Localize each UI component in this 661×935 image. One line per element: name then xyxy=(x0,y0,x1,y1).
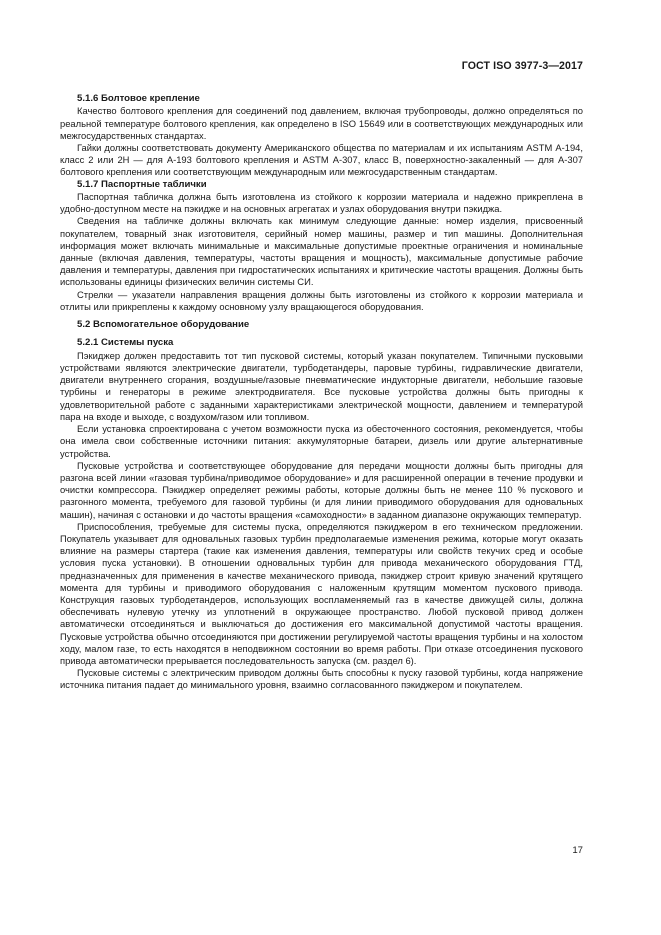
document-header: ГОСТ ISO 3977-3—2017 xyxy=(461,60,583,72)
paragraph: Паспортная табличка должна быть изготовлена из стойкого к коррозии материала и надежно прикреплена в удобно-доступном месте на пэкидже и на основных агрегатах и узлах оборудования внутри пэкиджа. xyxy=(60,191,583,215)
paragraph: Пусковые системы с электрическим приводом должны быть способны к пуску газовой турбины, когда напряжение источника питания падает до минимального уровня, взаимно согласованного пэкиджером и покупателем. xyxy=(60,667,583,691)
paragraph: Стрелки — указатели направления вращения должны быть изготовлены из стойкого к коррозии материала и отлиты или прикреплены к каждому основному узлу вращающегося оборудования. xyxy=(60,288,583,312)
paragraph: Если установка спроектирована с учетом возможности пуска из обесточенного состояния, рекомендуется, чтобы она имела свои собственные источники питания: аккумуляторные батареи, дизель или другие альтернативные устройства. xyxy=(60,423,583,459)
paragraph: Пусковые устройства и соответствующее оборудование для передачи мощности должны быть пригодны для разгона всей линии «газовая турбина/приводимое оборудование» и для расширенной операции в течение продувки и очистки компрессора. Пэкиджер определяет режимы работы, которые должны быть не менее 110 % пускового и разгонного момента, требуемого для газовой турбины (и для линии приводимого оборудования для одновальных машин), начиная с остановки и до частоты вращения «самоходности» в заданном диапазоне окружающих температур. xyxy=(60,459,583,520)
paragraph: Гайки должны соответствовать документу Американского общества по материалам и их испытаниям ASTM А-194, класс 2 или 2Н — для А-193 болтового крепления и ASTM А-307, класс В, поверхностно-закаленный — для А-307 болтового крепления или соответствующим международным или межгосударственным стандартам. xyxy=(60,142,583,178)
paragraph: Пэкиджер должен предоставить тот тип пусковой системы, который указан покупателем. Типичными пусковыми устройствами являются электрические двигатели, турбодетандеры, паровые турбины, гидравлические двигатели, двигатели внутреннего сгорания, воздушные/газовые пневматические индукторные двигатели, небольшие газовые турбины и генераторы в режиме электродвигателя. Все пусковые устройства должны быть пригодны к удовлетворительной работе с заданными характеристиками электрической мощности, давлением и температурой пара на входе и выходе, с воздухом/газом или топливом. xyxy=(60,349,583,422)
page-number: 17 xyxy=(572,845,583,856)
document-body xyxy=(60,93,583,692)
paragraph: Сведения на табличке должны включать как минимум следующие данные: номер изделия, присвоенный покупателем, товарный знак изготовителя, серийный номер машины, размер и тип машины. Дополнительная информация может включать минимальные и максимальные допустимые проектные ограничения и номинальные данные (включая давления, температуры, частоты вращения и мощность), максимальные допустимые рабочие давления и температуры, давления при гидростатических испытаниях и критические частоты вращения. Должны быть использованы единицы физических величин системы СИ. xyxy=(60,215,583,288)
paragraph: Качество болтового крепления для соединений под давлением, включая трубопроводы, должно определяться по реальной температуре болтового крепления, как определено в ISO 15649 или в соответствующих международных или межгосударственных стандартах. xyxy=(60,105,583,141)
section-heading: 5.2 Вспомогательное оборудование xyxy=(77,319,250,331)
section-heading: 5.1.6 Болтовое крепление xyxy=(77,93,200,104)
section-heading: 5.2.1 Системы пуска xyxy=(77,337,174,349)
section-heading: 5.1.7 Паспортные таблички xyxy=(77,178,207,190)
paragraph: Приспособления, требуемые для системы пуска, определяются пэкиджером в его техническом предложении. Покупатель указывает для одновальных газовых турбин предполагаемые изменения режима, которые могут оказать влияние на размеры стартера (такие как изменения давления, температуры или свойств текучих сред и особые условия пуска установки). В отношении одновальных турбин для привода механического оборудования ГТД, предназначенных для применения в качестве механического привода, пэкиджер строит кривую значений крутящего момента для турбины и приводимого оборудования с наложенным крутящим моментом пускового привода. Конструкция газовых турбодетандеров, использующих воспламеняемый газ в качестве движущей силы, должна обеспечивать нулевую утечку из уплотнений в окружающее пространство. Любой пусковой привод должен автоматически отсоединяться и выключаться до достижения его максимальной допустимой частоты вращения. Пусковые устройства обычно отсоединяются при достижении регулируемой частоты вращения турбины и на холостом ходу, малом газе, то есть находятся в неподвижном состоянии во время работы. При отказе отсоединения пускового привода автоматически прерывается последовательность запуска (см. раздел 6). xyxy=(60,520,583,666)
